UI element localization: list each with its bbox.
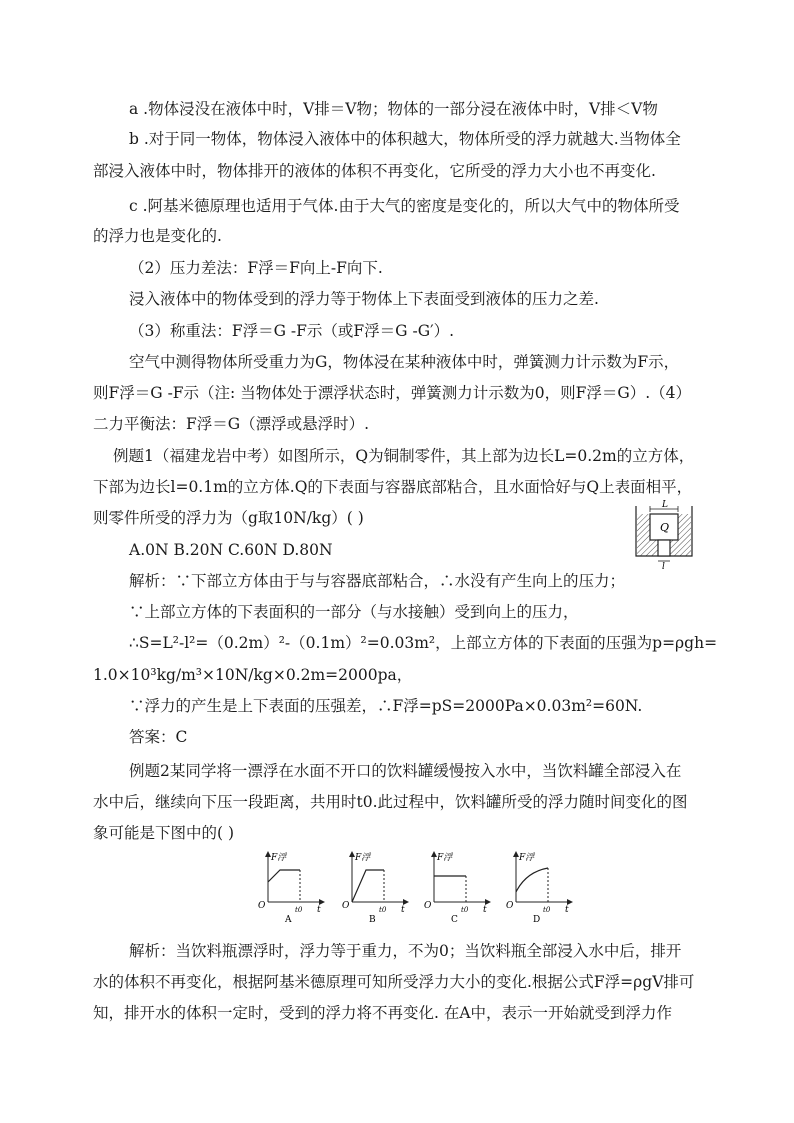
text-line: 部浸入液体中时，物体排开的液体的体积不再变化，它所受的浮力大小也不再变化. <box>93 162 656 180</box>
text-line: 二力平衡法：F浮＝G（漂浮或悬浮时）. <box>93 415 370 433</box>
text-line: A.0N B.20N C.60N D.80N <box>129 541 333 559</box>
axis-x-label: t <box>483 905 487 915</box>
text-line: 则F浮＝G -F示（注: 当物体处于漂浮状态时，弹簧测力计示数为0，则F浮＝G）.（4） <box>93 384 691 402</box>
axis-x-label: t <box>565 905 569 915</box>
text-line: ∴S=L²-l²=（0.2m）²-（0.1m）²=0.03m²，上部立方体的下表面的压强为p=ρgh= <box>129 634 718 652</box>
graph-label: A <box>285 915 292 925</box>
graph-label: B <box>369 915 376 925</box>
text-line: 例题1（福建龙岩中考）如图所示，Q为铜制零件，其上部为边长L=0.2m的立方体， <box>113 447 695 465</box>
t0-label: t0 <box>543 906 551 914</box>
t0-label: t0 <box>379 906 387 914</box>
text-line: 解析：∵下部立方体由于与与容器底部粘合，∴水没有产生向上的压力； <box>129 572 626 590</box>
text-line: 1.0×10³kg/m³×10N/kg×0.2m=2000pa， <box>93 666 413 684</box>
graph-label: C <box>451 915 458 925</box>
text-line: 知，排开水的体积一定时，受到的浮力将不再变化. 在A中，表示一开始就受到浮力作 <box>93 1004 673 1022</box>
text-line: 象可能是下图中的( ) <box>93 824 235 842</box>
text-line: 水的体积不再变化，根据阿基米德原理可知所受浮力大小的变化.根据公式F浮=ρgV排可 <box>93 973 695 991</box>
axis-x-label: t <box>317 905 321 915</box>
text-line: （2）压力差法：F浮＝F向上-F向下. <box>129 259 383 277</box>
t0-label: t0 <box>295 906 303 914</box>
text-line: c .阿基米德原理也适用于气体.由于大气的密度是变化的，所以大气中的物体所受 <box>129 197 680 215</box>
label-Q: Q <box>660 521 670 534</box>
label-L: L <box>662 500 668 510</box>
text-line: 浸入液体中的物体受到的浮力等于物体上下表面受到液体的压力之差. <box>129 290 599 308</box>
text-line: 例题2某同学将一漂浮在水面不开口的饮料罐缓慢按入水中，当饮料罐全部浸入在 <box>129 762 682 780</box>
text-line: ∵上部立方体的下表面积的一部分（与水接触）受到向上的压力， <box>129 603 579 621</box>
text-line: 解析：当饮料瓶漂浮时，浮力等于重力，不为0；当饮料瓶全部浸入水中后，排开 <box>129 942 682 960</box>
axis-x-label: t <box>401 905 405 915</box>
label-l: l <box>662 562 665 570</box>
origin-label: O <box>424 901 432 911</box>
axis-y-label: F浮 <box>437 853 453 863</box>
graph-options-figure <box>254 846 574 926</box>
text-line: 空气中测得物体所受重力为G，物体浸在某种液体中时，弹簧测力计示数为F示， <box>129 353 680 371</box>
graph-label: D <box>533 915 541 925</box>
axis-y-label: F浮 <box>519 853 535 863</box>
text-line: b .对于同一物体，物体浸入液体中的体积越大，物体所受的浮力就越大.当物体全 <box>129 130 681 148</box>
container-figure <box>628 500 700 570</box>
origin-label: O <box>506 901 514 911</box>
graph-d <box>506 852 572 925</box>
text-line: a .物体浸没在液体中时，V排＝V物；物体的一部分浸在液体中时，V排＜V物 <box>129 100 658 118</box>
axis-y-label: F浮 <box>271 853 287 863</box>
graph-b <box>342 852 408 925</box>
graph-c <box>424 852 490 925</box>
origin-label: O <box>342 901 350 911</box>
text-line: 的浮力也是变化的. <box>93 227 222 245</box>
text-line: （3）称重法：F浮＝G -F示（或F浮＝G -G′）. <box>129 322 455 340</box>
text-line: 则零件所受的浮力为（g取10N/kg）( ) <box>93 509 364 527</box>
text-line: 答案：C <box>129 728 188 746</box>
text-line: ∵浮力的产生是上下表面的压强差，∴F浮=pS=2000Pa×0.03m²=60N. <box>129 697 643 715</box>
text-line: 水中后，继续向下压一段距离，共用时t0.此过程中，饮料罐所受的浮力随时间变化的图 <box>93 793 688 811</box>
graph-a <box>258 852 324 925</box>
t0-label: t0 <box>461 906 469 914</box>
axis-y-label: F浮 <box>355 853 371 863</box>
origin-label: O <box>258 901 266 911</box>
text-line: 下部为边长l=0.1m的立方体.Q的下表面与容器底部粘合，且水面恰好与Q上表面相平， <box>93 478 693 496</box>
